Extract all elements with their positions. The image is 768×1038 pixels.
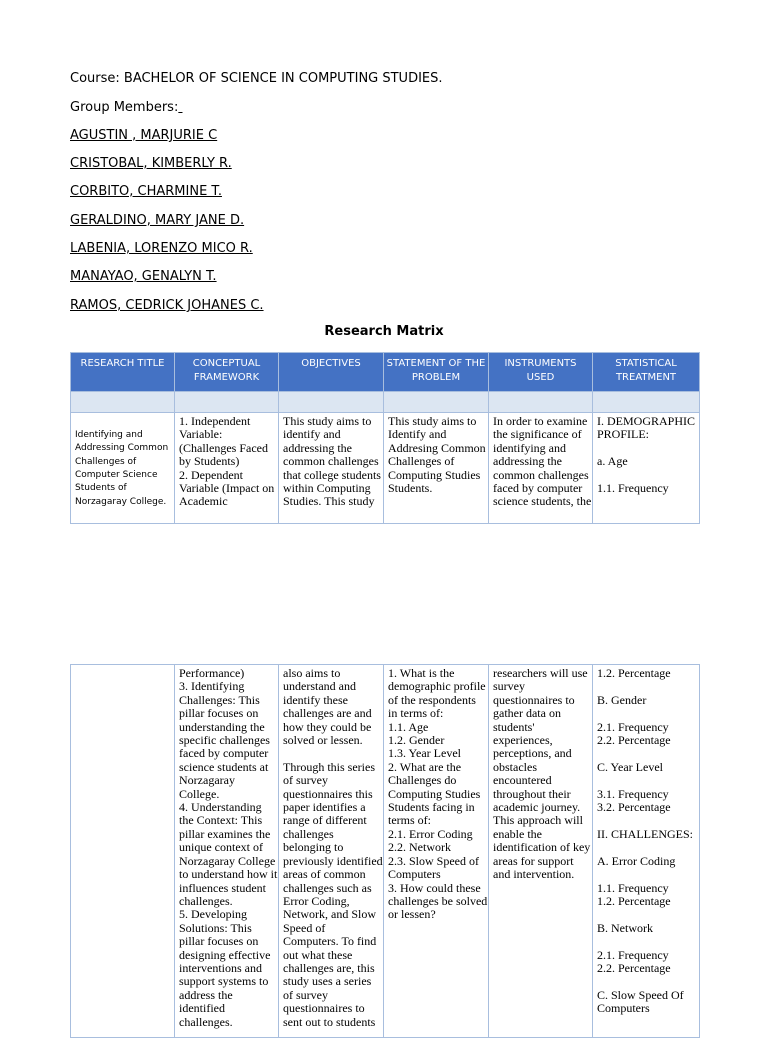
research-matrix-table [70, 352, 700, 524]
member-name: GERALDINO, MARY JANE D. [70, 213, 245, 228]
member-name: CRISTOBAL, KIMBERLY R. [70, 156, 232, 171]
research-matrix-table-continued [70, 664, 700, 1038]
column-header: CONCEPTUAL FRAMEWORK [175, 353, 279, 392]
table-row [71, 413, 700, 524]
conceptual-framework-cell: 1. Independent Variable: (Challenges Faced by Students) 2. Dependent Variable (Impact on Academic [175, 413, 279, 524]
statement-cell: 1. What is the demographic profile of the respondents in terms of: 1.1. Age 1.2. Gender 1.3. Year Level 2. What are the Challenges do Computing Studies Students facing in terms of: 2.1. Error Coding 2.2. Network 2.3. Slow Speed of Computers 3. How could these challenges be solved or lessen? [384, 665, 489, 1038]
member-name: CORBITO, CHARMINE T. [70, 184, 222, 199]
column-header: OBJECTIVES [279, 353, 384, 392]
objectives-cell: also aims to understand and identify these challenges are and how they could be solved or lessen. Through this series of survey questionnaires this paper identifies a range of different challenges belonging to previously identified areas of common challenges such as Error Coding, Network, and Slow Speed of Computers. To find out what these challenges are, this study uses a series of survey questionnaires to sent out to students [279, 665, 384, 1038]
group-members-label: Group Members: [70, 100, 179, 115]
instruments-cell: In order to examine the significance of identifying and addressing the common challenges faced by computer science students, the [489, 413, 593, 524]
research-title-cell: Identifying and Addressing Common Challenges of Computer Science Students of Norzagaray College. [71, 413, 175, 524]
statistical-treatment-cell: 1.2. Percentage B. Gender 2.1. Frequency 2.2. Percentage C. Year Level 3.1. Frequency 3.2. Percentage II. CHALLENGES: A. Error Coding 1.1. Frequency 1.2. Percentage B. Network 2.1. Frequency 2.2. Percentage C. Slow Speed Of Computers [593, 665, 700, 1038]
conceptual-framework-cell: Performance) 3. Identifying Challenges: This pillar focuses on understanding the specific challenges faced by computer science students at Norzagaray College. 4. Understanding the Context: This pillar examines the unique context of Norzagaray College to understand how it influences student challenges. 5. Developing Solutions: This pillar focuses on designing effective interventions and support systems to address the identified challenges. [175, 665, 279, 1038]
table-header-row [71, 353, 700, 392]
matrix-title: Research Matrix [324, 324, 444, 339]
column-header: STATISTICAL TREATMENT [593, 353, 700, 392]
table-row [71, 665, 700, 1038]
member-name: RAMOS, CEDRICK JOHANES C. [70, 298, 264, 313]
instruments-cell: researchers will use survey questionnaires to gather data on students' experiences, perceptions, and obstacles encountered throughout their academic journey. This approach will enable the identification of key areas for support and intervention. [489, 665, 593, 1038]
member-name: LABENIA, LORENZO MICO R. [70, 241, 253, 256]
table-band-row [71, 392, 700, 413]
statistical-treatment-cell: I. DEMOGRAPHIC PROFILE: a. Age 1.1. Frequency [593, 413, 700, 524]
objectives-cell: This study aims to identify and addressing the common challenges that college students within Computing Studies. This study [279, 413, 384, 524]
research-title-cell [71, 665, 175, 1038]
member-name: AGUSTIN , MARJURIE C [70, 128, 218, 143]
column-header: RESEARCH TITLE [71, 353, 175, 392]
column-header: STATEMENT OF THE PROBLEM [384, 353, 489, 392]
course-line: Course: BACHELOR OF SCIENCE IN COMPUTING STUDIES. [70, 71, 443, 86]
column-header: INSTRUMENTS USED [489, 353, 593, 392]
statement-cell: This study aims to Identify and Addresing Common Challenges of Computing Studies Students. [384, 413, 489, 524]
member-name: MANAYAO, GENALYN T. [70, 269, 217, 284]
